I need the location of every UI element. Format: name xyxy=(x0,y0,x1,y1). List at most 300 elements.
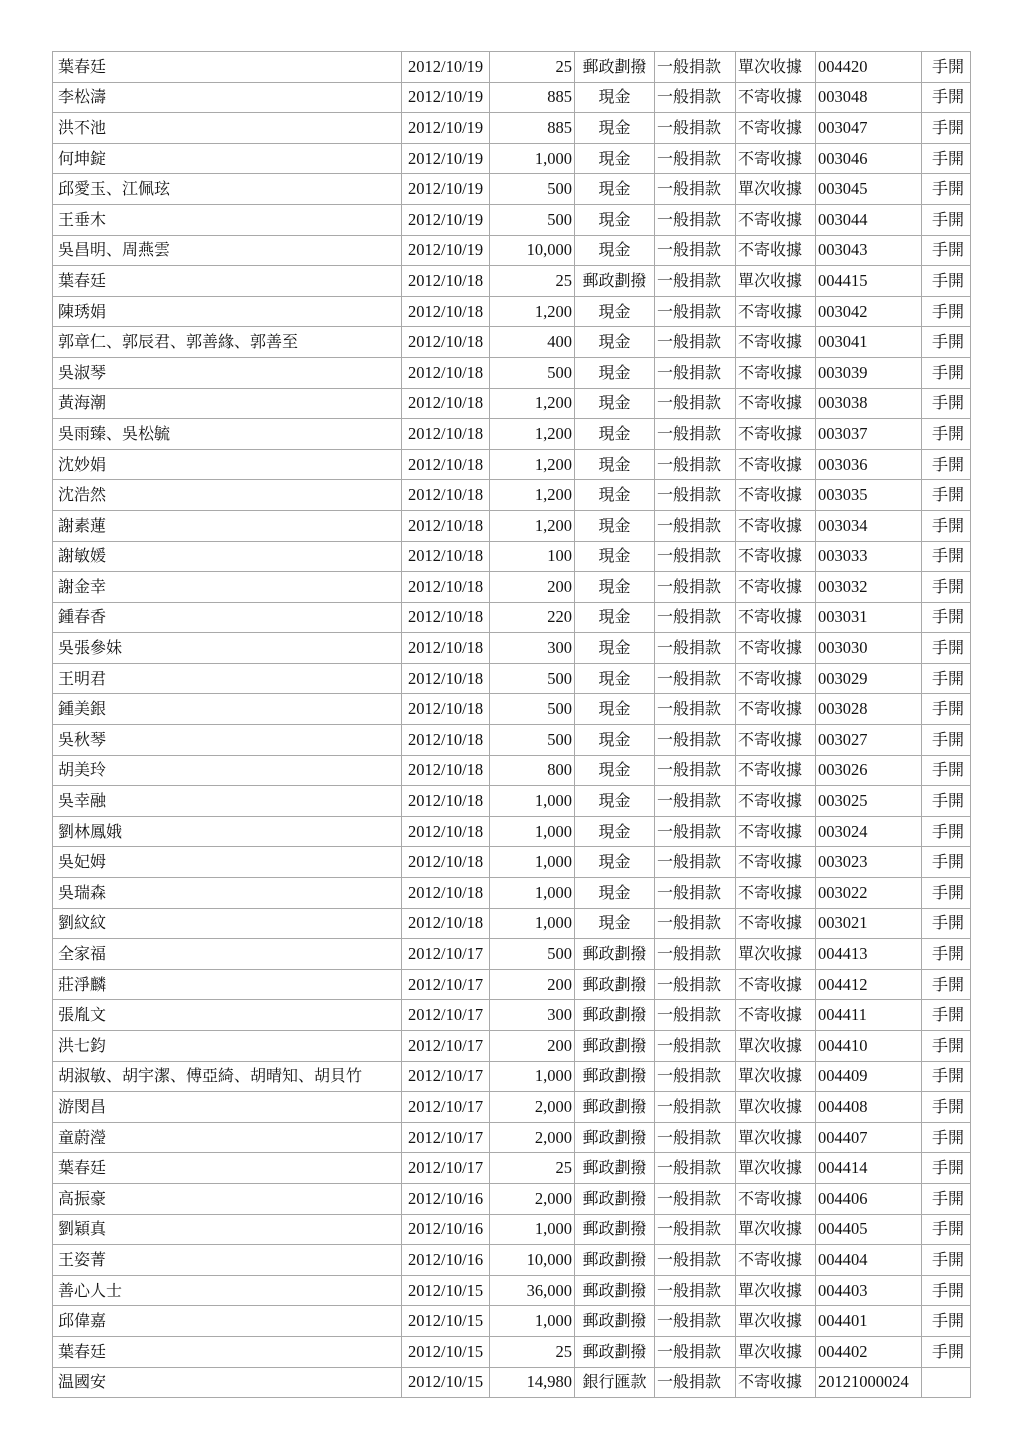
table-row xyxy=(53,1275,971,1306)
receipt-number: 003047 xyxy=(816,113,922,144)
receipt-number: 003046 xyxy=(816,143,922,174)
donation-date: 2012/10/18 xyxy=(402,266,490,297)
receipt-option: 不寄收據 xyxy=(736,541,816,572)
entry-mode: 手開 xyxy=(922,1183,971,1214)
table-row xyxy=(53,1245,971,1276)
table-row xyxy=(53,327,971,358)
donor-name: 邱愛玉、江佩玹 xyxy=(53,174,402,205)
receipt-number: 003036 xyxy=(816,449,922,480)
payment-method: 郵政劃撥 xyxy=(575,1183,655,1214)
donor-name: 郭章仁、郭辰君、郭善緣、郭善至 xyxy=(53,327,402,358)
entry-mode: 手開 xyxy=(922,1306,971,1337)
receipt-number: 004414 xyxy=(816,1153,922,1184)
payment-method: 現金 xyxy=(575,174,655,205)
donation-date: 2012/10/17 xyxy=(402,1092,490,1123)
donation-date: 2012/10/18 xyxy=(402,419,490,450)
payment-method: 現金 xyxy=(575,755,655,786)
donation-type: 一般捐款 xyxy=(655,266,736,297)
receipt-option: 不寄收據 xyxy=(736,204,816,235)
receipt-number: 003035 xyxy=(816,480,922,511)
entry-mode: 手開 xyxy=(922,1336,971,1367)
donation-amount: 36,000 xyxy=(490,1275,575,1306)
receipt-number: 004411 xyxy=(816,1000,922,1031)
receipt-number: 003045 xyxy=(816,174,922,205)
donation-amount: 25 xyxy=(490,266,575,297)
donation-date: 2012/10/18 xyxy=(402,388,490,419)
payment-method: 郵政劃撥 xyxy=(575,1061,655,1092)
donation-amount: 220 xyxy=(490,602,575,633)
entry-mode: 手開 xyxy=(922,694,971,725)
table-row xyxy=(53,1183,971,1214)
entry-mode: 手開 xyxy=(922,602,971,633)
donor-name: 鍾美銀 xyxy=(53,694,402,725)
receipt-number: 004415 xyxy=(816,266,922,297)
payment-method: 現金 xyxy=(575,419,655,450)
donation-type: 一般捐款 xyxy=(655,52,736,83)
donation-date: 2012/10/18 xyxy=(402,572,490,603)
receipt-option: 不寄收據 xyxy=(736,143,816,174)
receipt-number: 003030 xyxy=(816,633,922,664)
payment-method: 現金 xyxy=(575,113,655,144)
receipt-number: 003039 xyxy=(816,357,922,388)
payment-method: 現金 xyxy=(575,725,655,756)
receipt-option: 單次收據 xyxy=(736,1153,816,1184)
donation-date: 2012/10/19 xyxy=(402,174,490,205)
payment-method: 郵政劃撥 xyxy=(575,1245,655,1276)
receipt-option: 不寄收據 xyxy=(736,296,816,327)
entry-mode: 手開 xyxy=(922,541,971,572)
donation-date: 2012/10/19 xyxy=(402,235,490,266)
donation-type: 一般捐款 xyxy=(655,694,736,725)
donation-type: 一般捐款 xyxy=(655,939,736,970)
donation-type: 一般捐款 xyxy=(655,1122,736,1153)
donation-date: 2012/10/17 xyxy=(402,1061,490,1092)
donation-amount: 1,000 xyxy=(490,908,575,939)
table-row xyxy=(53,235,971,266)
payment-method: 現金 xyxy=(575,235,655,266)
donation-type: 一般捐款 xyxy=(655,878,736,909)
donor-name: 劉紋紋 xyxy=(53,908,402,939)
entry-mode: 手開 xyxy=(922,1000,971,1031)
donor-name: 謝敏媛 xyxy=(53,541,402,572)
receipt-number: 003034 xyxy=(816,510,922,541)
entry-mode: 手開 xyxy=(922,204,971,235)
donor-name: 謝金幸 xyxy=(53,572,402,603)
table-row xyxy=(53,1122,971,1153)
receipt-number: 004408 xyxy=(816,1092,922,1123)
donation-date: 2012/10/17 xyxy=(402,969,490,1000)
donation-type: 一般捐款 xyxy=(655,1306,736,1337)
entry-mode: 手開 xyxy=(922,786,971,817)
payment-method: 郵政劃撥 xyxy=(575,1153,655,1184)
donation-amount: 1,000 xyxy=(490,878,575,909)
table-row xyxy=(53,449,971,480)
donation-date: 2012/10/17 xyxy=(402,1153,490,1184)
receipt-number: 003032 xyxy=(816,572,922,603)
donation-date: 2012/10/18 xyxy=(402,633,490,664)
payment-method: 郵政劃撥 xyxy=(575,1336,655,1367)
donation-amount: 1,000 xyxy=(490,1061,575,1092)
donor-name: 温國安 xyxy=(53,1367,402,1398)
donation-date: 2012/10/18 xyxy=(402,327,490,358)
receipt-number: 003022 xyxy=(816,878,922,909)
receipt-option: 不寄收據 xyxy=(736,235,816,266)
receipt-number: 20121000024 xyxy=(816,1367,922,1398)
donor-name: 王姿菁 xyxy=(53,1245,402,1276)
entry-mode: 手開 xyxy=(922,480,971,511)
receipt-number: 004420 xyxy=(816,52,922,83)
receipt-option: 單次收據 xyxy=(736,939,816,970)
receipt-number: 003048 xyxy=(816,82,922,113)
donation-amount: 885 xyxy=(490,82,575,113)
receipt-number: 003037 xyxy=(816,419,922,450)
table-row xyxy=(53,541,971,572)
donation-date: 2012/10/18 xyxy=(402,908,490,939)
receipt-option: 不寄收據 xyxy=(736,725,816,756)
receipt-option: 不寄收據 xyxy=(736,449,816,480)
receipt-number: 003029 xyxy=(816,663,922,694)
payment-method: 郵政劃撥 xyxy=(575,1275,655,1306)
payment-method: 現金 xyxy=(575,327,655,358)
table-row xyxy=(53,1092,971,1123)
receipt-number: 003027 xyxy=(816,725,922,756)
donor-name: 吳瑞森 xyxy=(53,878,402,909)
donation-amount: 1,000 xyxy=(490,816,575,847)
table-row xyxy=(53,572,971,603)
donation-type: 一般捐款 xyxy=(655,663,736,694)
donation-type: 一般捐款 xyxy=(655,908,736,939)
table-row xyxy=(53,755,971,786)
payment-method: 現金 xyxy=(575,908,655,939)
donation-amount: 1,000 xyxy=(490,1214,575,1245)
receipt-option: 不寄收據 xyxy=(736,1245,816,1276)
entry-mode: 手開 xyxy=(922,939,971,970)
table-row xyxy=(53,1214,971,1245)
donation-amount: 25 xyxy=(490,52,575,83)
donor-name: 何坤錠 xyxy=(53,143,402,174)
table-row xyxy=(53,1306,971,1337)
table-row xyxy=(53,296,971,327)
donation-type: 一般捐款 xyxy=(655,235,736,266)
receipt-option: 不寄收據 xyxy=(736,602,816,633)
receipt-number: 003023 xyxy=(816,847,922,878)
receipt-number: 004402 xyxy=(816,1336,922,1367)
donation-amount: 2,000 xyxy=(490,1183,575,1214)
receipt-number: 004403 xyxy=(816,1275,922,1306)
donation-type: 一般捐款 xyxy=(655,1367,736,1398)
donor-name: 洪不池 xyxy=(53,113,402,144)
receipt-number: 004410 xyxy=(816,1031,922,1062)
receipt-number: 003038 xyxy=(816,388,922,419)
donation-type: 一般捐款 xyxy=(655,204,736,235)
donor-name: 謝素蓮 xyxy=(53,510,402,541)
donation-type: 一般捐款 xyxy=(655,449,736,480)
receipt-number: 003044 xyxy=(816,204,922,235)
donor-name: 李松濤 xyxy=(53,82,402,113)
receipt-option: 不寄收據 xyxy=(736,572,816,603)
donor-name: 吳淑琴 xyxy=(53,357,402,388)
entry-mode: 手開 xyxy=(922,419,971,450)
entry-mode: 手開 xyxy=(922,847,971,878)
donation-date: 2012/10/18 xyxy=(402,541,490,572)
donor-name: 高振豪 xyxy=(53,1183,402,1214)
receipt-option: 不寄收據 xyxy=(736,1367,816,1398)
donation-ledger-table xyxy=(52,51,971,1398)
donation-type: 一般捐款 xyxy=(655,1061,736,1092)
donation-type: 一般捐款 xyxy=(655,510,736,541)
donor-name: 洪七鈞 xyxy=(53,1031,402,1062)
payment-method: 郵政劃撥 xyxy=(575,1306,655,1337)
donation-date: 2012/10/15 xyxy=(402,1336,490,1367)
table-row xyxy=(53,725,971,756)
donation-type: 一般捐款 xyxy=(655,113,736,144)
donor-name: 張胤文 xyxy=(53,1000,402,1031)
donation-amount: 500 xyxy=(490,663,575,694)
receipt-option: 單次收據 xyxy=(736,1092,816,1123)
receipt-option: 單次收據 xyxy=(736,1122,816,1153)
donation-date: 2012/10/18 xyxy=(402,510,490,541)
payment-method: 郵政劃撥 xyxy=(575,1092,655,1123)
donation-type: 一般捐款 xyxy=(655,419,736,450)
table-row xyxy=(53,908,971,939)
donor-name: 劉穎真 xyxy=(53,1214,402,1245)
receipt-option: 不寄收據 xyxy=(736,1000,816,1031)
donation-type: 一般捐款 xyxy=(655,572,736,603)
table-row xyxy=(53,847,971,878)
entry-mode: 手開 xyxy=(922,1122,971,1153)
payment-method: 現金 xyxy=(575,449,655,480)
donation-amount: 500 xyxy=(490,725,575,756)
table-row xyxy=(53,388,971,419)
table-row xyxy=(53,82,971,113)
entry-mode: 手開 xyxy=(922,174,971,205)
receipt-option: 不寄收據 xyxy=(736,1183,816,1214)
receipt-number: 003031 xyxy=(816,602,922,633)
table-row xyxy=(53,969,971,1000)
donor-name: 鍾春香 xyxy=(53,602,402,633)
entry-mode: 手開 xyxy=(922,1061,971,1092)
entry-mode: 手開 xyxy=(922,572,971,603)
donation-amount: 200 xyxy=(490,1031,575,1062)
receipt-number: 004413 xyxy=(816,939,922,970)
donor-name: 劉林鳳娥 xyxy=(53,816,402,847)
donation-date: 2012/10/18 xyxy=(402,725,490,756)
receipt-number: 004404 xyxy=(816,1245,922,1276)
donation-date: 2012/10/18 xyxy=(402,357,490,388)
donation-type: 一般捐款 xyxy=(655,1092,736,1123)
entry-mode: 手開 xyxy=(922,266,971,297)
payment-method: 現金 xyxy=(575,878,655,909)
donor-name: 黃海潮 xyxy=(53,388,402,419)
donor-name: 葉春廷 xyxy=(53,52,402,83)
donation-amount: 1,000 xyxy=(490,786,575,817)
donation-date: 2012/10/18 xyxy=(402,480,490,511)
table-row xyxy=(53,266,971,297)
donation-amount: 200 xyxy=(490,969,575,1000)
entry-mode: 手開 xyxy=(922,296,971,327)
table-row xyxy=(53,878,971,909)
donor-name: 王垂木 xyxy=(53,204,402,235)
receipt-option: 不寄收據 xyxy=(736,82,816,113)
entry-mode: 手開 xyxy=(922,388,971,419)
payment-method: 現金 xyxy=(575,296,655,327)
donation-date: 2012/10/18 xyxy=(402,449,490,480)
donation-type: 一般捐款 xyxy=(655,786,736,817)
payment-method: 現金 xyxy=(575,357,655,388)
donation-amount: 885 xyxy=(490,113,575,144)
donor-name: 吳幸融 xyxy=(53,786,402,817)
entry-mode: 手開 xyxy=(922,633,971,664)
table-row xyxy=(53,1336,971,1367)
donation-type: 一般捐款 xyxy=(655,969,736,1000)
entry-mode: 手開 xyxy=(922,113,971,144)
entry-mode: 手開 xyxy=(922,143,971,174)
receipt-option: 不寄收據 xyxy=(736,480,816,511)
receipt-option: 單次收據 xyxy=(736,1306,816,1337)
table-row xyxy=(53,816,971,847)
donation-date: 2012/10/18 xyxy=(402,694,490,725)
donation-date: 2012/10/17 xyxy=(402,1031,490,1062)
donor-name: 全家福 xyxy=(53,939,402,970)
table-row xyxy=(53,52,971,83)
donation-type: 一般捐款 xyxy=(655,602,736,633)
donation-amount: 2,000 xyxy=(490,1122,575,1153)
table-row xyxy=(53,357,971,388)
table-row xyxy=(53,786,971,817)
payment-method: 郵政劃撥 xyxy=(575,52,655,83)
payment-method: 現金 xyxy=(575,388,655,419)
donation-date: 2012/10/18 xyxy=(402,786,490,817)
donor-name: 胡淑敏、胡宇潔、傅亞綺、胡晴知、胡貝竹 xyxy=(53,1061,402,1092)
donation-date: 2012/10/19 xyxy=(402,82,490,113)
payment-method: 現金 xyxy=(575,204,655,235)
donation-date: 2012/10/17 xyxy=(402,939,490,970)
receipt-option: 不寄收據 xyxy=(736,755,816,786)
receipt-option: 單次收據 xyxy=(736,266,816,297)
receipt-option: 不寄收據 xyxy=(736,786,816,817)
donation-amount: 1,200 xyxy=(490,510,575,541)
donor-name: 童蔚瀅 xyxy=(53,1122,402,1153)
receipt-option: 不寄收據 xyxy=(736,847,816,878)
donation-date: 2012/10/16 xyxy=(402,1214,490,1245)
table-row xyxy=(53,1061,971,1092)
table-row xyxy=(53,939,971,970)
donation-amount: 10,000 xyxy=(490,1245,575,1276)
donation-amount: 25 xyxy=(490,1336,575,1367)
donation-type: 一般捐款 xyxy=(655,816,736,847)
table-row xyxy=(53,1153,971,1184)
receipt-number: 003026 xyxy=(816,755,922,786)
donation-amount: 1,000 xyxy=(490,143,575,174)
receipt-number: 003043 xyxy=(816,235,922,266)
entry-mode: 手開 xyxy=(922,908,971,939)
donation-amount: 10,000 xyxy=(490,235,575,266)
entry-mode: 手開 xyxy=(922,1153,971,1184)
entry-mode: 手開 xyxy=(922,327,971,358)
donation-date: 2012/10/19 xyxy=(402,143,490,174)
donation-amount: 500 xyxy=(490,204,575,235)
receipt-number: 004412 xyxy=(816,969,922,1000)
receipt-option: 單次收據 xyxy=(736,1031,816,1062)
ledger-body xyxy=(53,52,971,1398)
donation-amount: 500 xyxy=(490,694,575,725)
donor-name: 吳秋琴 xyxy=(53,725,402,756)
donor-name: 吳雨臻、吳松毓 xyxy=(53,419,402,450)
donation-date: 2012/10/18 xyxy=(402,602,490,633)
table-row xyxy=(53,633,971,664)
donation-type: 一般捐款 xyxy=(655,327,736,358)
entry-mode: 手開 xyxy=(922,816,971,847)
donation-amount: 500 xyxy=(490,174,575,205)
payment-method: 銀行匯款 xyxy=(575,1367,655,1398)
receipt-option: 單次收據 xyxy=(736,1275,816,1306)
donation-date: 2012/10/18 xyxy=(402,878,490,909)
donation-amount: 200 xyxy=(490,572,575,603)
receipt-option: 不寄收據 xyxy=(736,388,816,419)
donation-date: 2012/10/18 xyxy=(402,816,490,847)
payment-method: 現金 xyxy=(575,143,655,174)
receipt-option: 不寄收據 xyxy=(736,908,816,939)
entry-mode: 手開 xyxy=(922,52,971,83)
donation-date: 2012/10/16 xyxy=(402,1183,490,1214)
receipt-number: 004401 xyxy=(816,1306,922,1337)
donor-name: 王明君 xyxy=(53,663,402,694)
payment-method: 現金 xyxy=(575,633,655,664)
entry-mode: 手開 xyxy=(922,1214,971,1245)
table-row xyxy=(53,1031,971,1062)
table-row xyxy=(53,1367,971,1398)
donation-amount: 14,980 xyxy=(490,1367,575,1398)
donation-amount: 1,000 xyxy=(490,847,575,878)
donor-name: 吳昌明、周燕雲 xyxy=(53,235,402,266)
table-row xyxy=(53,663,971,694)
donor-name: 葉春廷 xyxy=(53,266,402,297)
receipt-option: 單次收據 xyxy=(736,174,816,205)
payment-method: 現金 xyxy=(575,510,655,541)
donor-name: 莊淨麟 xyxy=(53,969,402,1000)
donation-type: 一般捐款 xyxy=(655,1031,736,1062)
receipt-number: 004406 xyxy=(816,1183,922,1214)
donation-date: 2012/10/15 xyxy=(402,1306,490,1337)
receipt-option: 不寄收據 xyxy=(736,694,816,725)
receipt-option: 不寄收據 xyxy=(736,663,816,694)
entry-mode: 手開 xyxy=(922,725,971,756)
table-row xyxy=(53,602,971,633)
receipt-number: 003024 xyxy=(816,816,922,847)
donation-type: 一般捐款 xyxy=(655,1183,736,1214)
table-row xyxy=(53,113,971,144)
receipt-option: 不寄收據 xyxy=(736,969,816,1000)
donation-amount: 500 xyxy=(490,939,575,970)
donation-amount: 300 xyxy=(490,633,575,664)
payment-method: 郵政劃撥 xyxy=(575,266,655,297)
entry-mode: 手開 xyxy=(922,235,971,266)
payment-method: 現金 xyxy=(575,572,655,603)
donation-type: 一般捐款 xyxy=(655,725,736,756)
entry-mode: 手開 xyxy=(922,663,971,694)
receipt-option: 不寄收據 xyxy=(736,113,816,144)
donation-amount: 1,200 xyxy=(490,449,575,480)
payment-method: 郵政劃撥 xyxy=(575,1214,655,1245)
donation-type: 一般捐款 xyxy=(655,357,736,388)
donor-name: 吳張參妹 xyxy=(53,633,402,664)
donor-name: 游閔昌 xyxy=(53,1092,402,1123)
donation-type: 一般捐款 xyxy=(655,755,736,786)
payment-method: 現金 xyxy=(575,816,655,847)
donation-amount: 400 xyxy=(490,327,575,358)
donation-amount: 100 xyxy=(490,541,575,572)
donation-date: 2012/10/19 xyxy=(402,113,490,144)
